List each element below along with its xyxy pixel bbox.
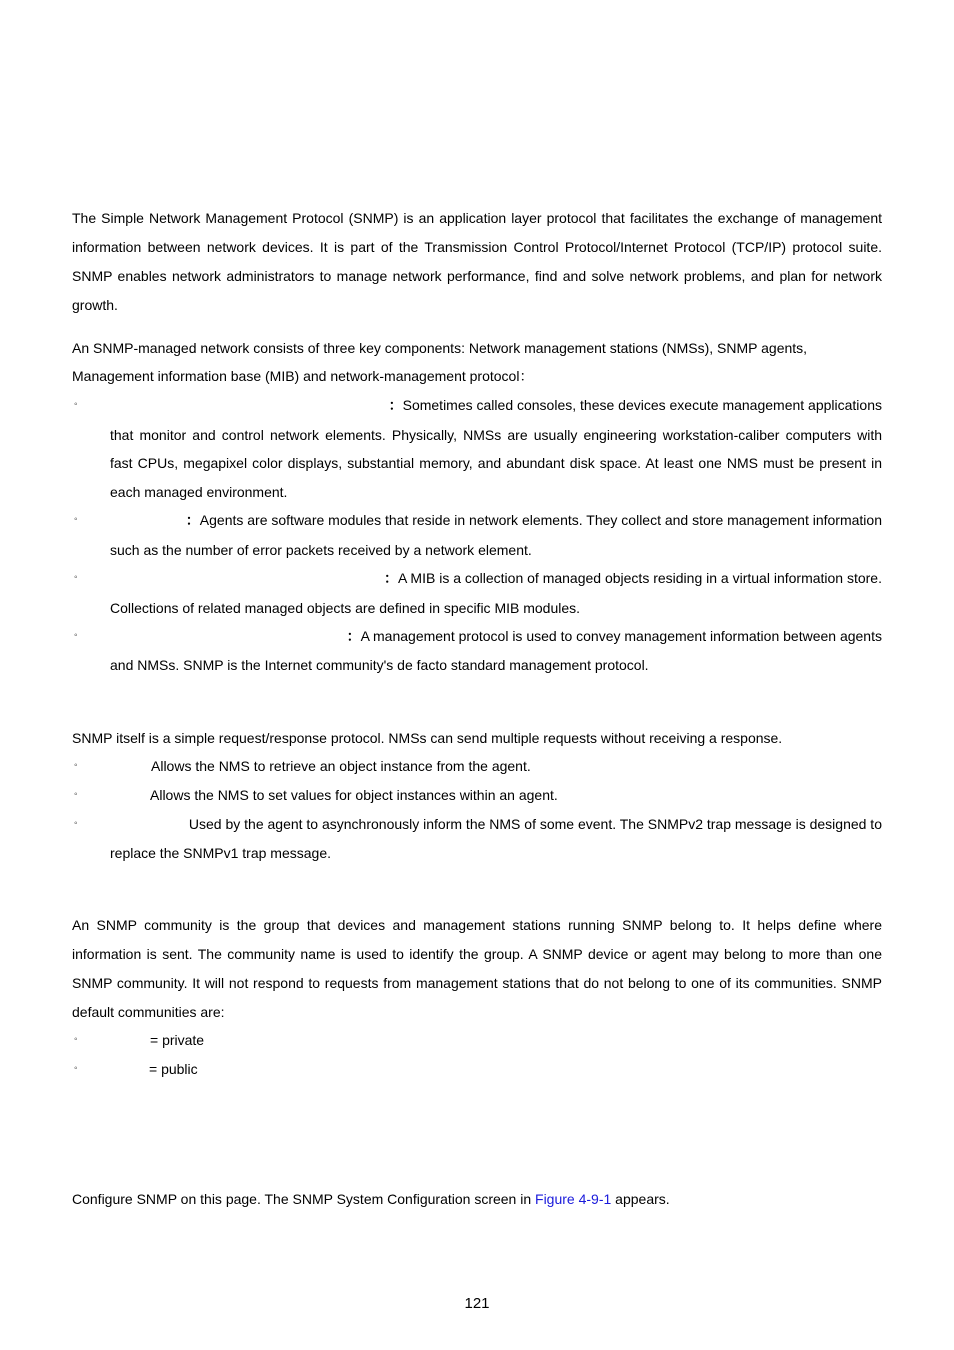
term-colon: ： <box>383 570 398 586</box>
page-number: 121 <box>464 1295 490 1312</box>
term-colon: ： <box>185 512 200 528</box>
community-line: An SNMP community is the group that devices and management stations running SNMP belong to. It helps define where <box>72 917 882 933</box>
operations-intro: SNMP itself is a simple request/response protocol. NMSs can send multiple requests without receiving a response. <box>72 730 783 746</box>
operation-get-text: Allows the NMS to retrieve an object instance from the agent. <box>151 758 531 774</box>
list-item-text: Sometimes called consoles, these devices execute management applications <box>402 397 882 413</box>
list-item-line: such as the number of error packets received by a network element. <box>110 542 532 558</box>
list-item-line: each managed environment. <box>110 484 288 500</box>
list-bullet: ◦ <box>74 572 78 583</box>
list-bullet: ◦ <box>74 399 78 410</box>
intro-line: The Simple Network Management Protocol (SNMP) is an application layer protocol that facilitates the exchange of management <box>72 210 882 226</box>
list-item-nms <box>389 396 882 414</box>
list-item-line: fast CPUs, megapixel color displays, substantial memory, and abundant disk space. At least one NMS must be present in <box>110 455 882 471</box>
community-default-private: = private <box>150 1032 205 1048</box>
list-item-line: that monitor and control network elements. Physically, NMSs are usually engineering workstation-caliber computers with <box>110 427 882 443</box>
list-bullet: ◦ <box>74 514 78 525</box>
list-item-agents <box>186 511 882 529</box>
list-item-line: replace the SNMPv1 trap message. <box>110 845 331 861</box>
list-item-text: Agents are software modules that reside in network elements. They collect and store management information <box>199 512 882 528</box>
list-item-text: A management protocol is used to convey management information between agents <box>360 628 882 644</box>
list-bullet: ◦ <box>74 1063 78 1074</box>
community-line: SNMP community. It will not respond to requests from management stations that do not belong to one of its communities. SNMP <box>72 975 882 991</box>
community-line: information is sent. The community name is used to identify the group. A SNMP device or agent may belong to more than one <box>72 946 882 962</box>
intro-line: information between network devices. It is part of the Transmission Control Protocol/Internet Protocol (TCP/IP) protocol suite. <box>72 239 882 255</box>
list-item-mib <box>384 569 882 587</box>
configure-text: Configure SNMP on this page. The SNMP System Configuration screen in <box>72 1191 536 1207</box>
operation-trap-text: Used by the agent to asynchronously inform the NMS of some event. The SNMPv2 trap message is designed to <box>188 816 882 832</box>
list-item-line: Collections of related managed objects are defined in specific MIB modules. <box>110 600 581 616</box>
list-bullet: ◦ <box>74 789 78 800</box>
list-bullet: ◦ <box>74 1034 78 1045</box>
components-intro-line: An SNMP-managed network consists of three key components: Network management stations (NMSs), SNMP agents, <box>72 340 808 356</box>
list-bullet: ◦ <box>74 630 78 641</box>
term-colon: ： <box>388 397 403 413</box>
operation-set-text: Allows the NMS to set values for object instances within an agent. <box>150 787 558 803</box>
term-colon: ： <box>346 628 361 644</box>
list-bullet: ◦ <box>74 818 78 829</box>
intro-line: SNMP enables network administrators to manage network performance, find and solve network problems, and plan for network <box>72 268 882 284</box>
configure-text-end: appears. <box>611 1191 670 1207</box>
list-bullet: ◦ <box>74 760 78 771</box>
community-line: default communities are: <box>72 1004 225 1020</box>
components-intro-line: Management information base (MIB) and network-management protocol： <box>72 368 534 384</box>
list-item-protocol <box>347 627 882 645</box>
list-item-text: A MIB is a collection of managed objects residing in a virtual information store. <box>397 570 882 586</box>
configure-sentence <box>72 1190 670 1208</box>
community-default-public: = public <box>149 1061 198 1077</box>
intro-line: growth. <box>72 297 118 313</box>
list-item-line: and NMSs. SNMP is the Internet community's de facto standard management protocol. <box>110 657 649 673</box>
figure-link[interactable]: Figure 4-9-1 <box>535 1191 612 1207</box>
